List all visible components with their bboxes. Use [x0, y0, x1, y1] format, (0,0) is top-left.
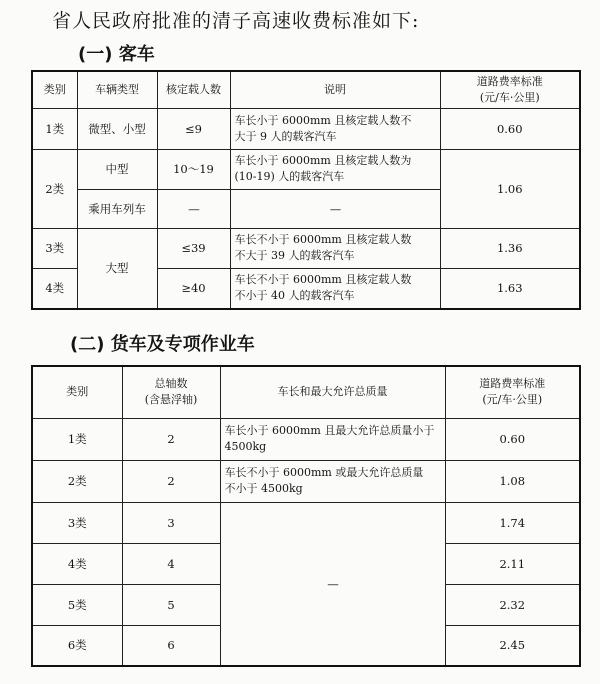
desc-line1: 车长不小于 6000mm 且核定载人数 [234, 273, 412, 287]
cell-class: 1类 [32, 418, 122, 460]
desc-line2: 大于 9 人的载客汽车 [234, 129, 337, 143]
cell-class: 4类 [32, 543, 122, 584]
desc-line2: 不小于 4500kg [224, 482, 303, 495]
desc-line1: 车长小于 6000mm 且核定载人数不 [234, 113, 412, 127]
header-rate [445, 366, 580, 418]
desc-line2: (10-19) 人的载客汽车 [234, 170, 345, 183]
table-header-row [32, 366, 580, 418]
header-description: 说明 [230, 71, 440, 108]
cell-description [230, 228, 440, 268]
header-axles-line2: (含悬浮轴) [144, 393, 198, 407]
header-rate-line2: (元/车·公里) [479, 90, 540, 104]
table-row [32, 418, 580, 460]
header-rate-line2: (元/车·公里) [482, 393, 543, 407]
header-class: 类别 [32, 366, 122, 418]
header-class: 类别 [32, 71, 77, 108]
cell-merged-description: — [220, 502, 445, 666]
cell-rate: 1.63 [440, 268, 580, 309]
header-rate-line1: 道路费率标准 [476, 74, 543, 88]
table-row [32, 460, 580, 502]
page-title: 省人民政府批准的清子高速收费标准如下: [52, 10, 420, 32]
desc-line2: 不小于 40 人的载客汽车 [234, 289, 355, 303]
table-row [32, 108, 580, 149]
cell-axles: 5 [122, 584, 220, 625]
table-row [32, 502, 580, 543]
cell-seats: — [157, 189, 230, 228]
cell-seats: ≤39 [157, 228, 230, 268]
cell-class: 4类 [32, 268, 77, 309]
cell-description [220, 460, 445, 502]
cell-description: — [230, 189, 440, 228]
desc-line2: 4500kg [224, 440, 267, 453]
desc-line1: 车长小于 6000mm 且最大允许总质量小于 [224, 424, 435, 437]
cell-axles: 4 [122, 543, 220, 584]
cell-rate: 1.74 [445, 502, 580, 543]
header-vehicle-type: 车辆类型 [77, 71, 157, 108]
cell-class: 3类 [32, 502, 122, 543]
table-row [32, 149, 580, 189]
cell-type: 乘用车列车 [77, 189, 157, 228]
cell-class: 2类 [32, 149, 77, 228]
cell-class: 5类 [32, 584, 122, 625]
desc-line1: 车长不小于 6000mm 或最大允许总质量 [224, 466, 424, 479]
cell-description [230, 268, 440, 309]
cell-class: 3类 [32, 228, 77, 268]
cell-class: 6类 [32, 625, 122, 666]
section-heading-trucks: (二) 货车及专项作业车 [70, 334, 255, 355]
cell-rate: 1.36 [440, 228, 580, 268]
cell-axles: 3 [122, 502, 220, 543]
cell-axles: 2 [122, 460, 220, 502]
cell-axles: 2 [122, 418, 220, 460]
header-axles [122, 366, 220, 418]
truck-fee-table [31, 365, 581, 667]
cell-rate: 2.32 [445, 584, 580, 625]
cell-rate: 0.60 [445, 418, 580, 460]
desc-line1: 车长不小于 6000mm 且核定载人数 [234, 233, 412, 246]
cell-rate: 1.06 [440, 149, 580, 228]
cell-axles: 6 [122, 625, 220, 666]
cell-rate: 1.08 [445, 460, 580, 502]
header-seats: 核定载人数 [157, 71, 230, 108]
cell-type: 中型 [77, 149, 157, 189]
table-row [32, 228, 580, 268]
cell-seats: ≥40 [157, 268, 230, 309]
cell-class: 2类 [32, 460, 122, 502]
desc-line2: 不大于 39 人的载客汽车 [234, 249, 355, 262]
cell-description [230, 108, 440, 149]
cell-class: 1类 [32, 108, 77, 149]
cell-rate: 0.60 [440, 108, 580, 149]
cell-seats: 10～19 [157, 149, 230, 189]
header-rate-line1: 道路费率标准 [479, 377, 546, 391]
header-length-weight: 车长和最大允许总质量 [220, 366, 445, 418]
cell-rate: 2.45 [445, 625, 580, 666]
header-axles-line1: 总轴数 [154, 377, 188, 391]
section-heading-passenger: (一) 客车 [78, 44, 155, 65]
cell-description [220, 418, 445, 460]
passenger-fee-table [31, 70, 581, 310]
header-rate [440, 71, 580, 108]
desc-line1: 车长小于 6000mm 且核定载人数为 [234, 154, 412, 167]
cell-seats: ≤9 [157, 108, 230, 149]
table-header-row [32, 71, 580, 108]
cell-type: 大型 [77, 228, 157, 309]
cell-description [230, 149, 440, 189]
cell-type: 微型、小型 [77, 108, 157, 149]
cell-rate: 2.11 [445, 543, 580, 584]
